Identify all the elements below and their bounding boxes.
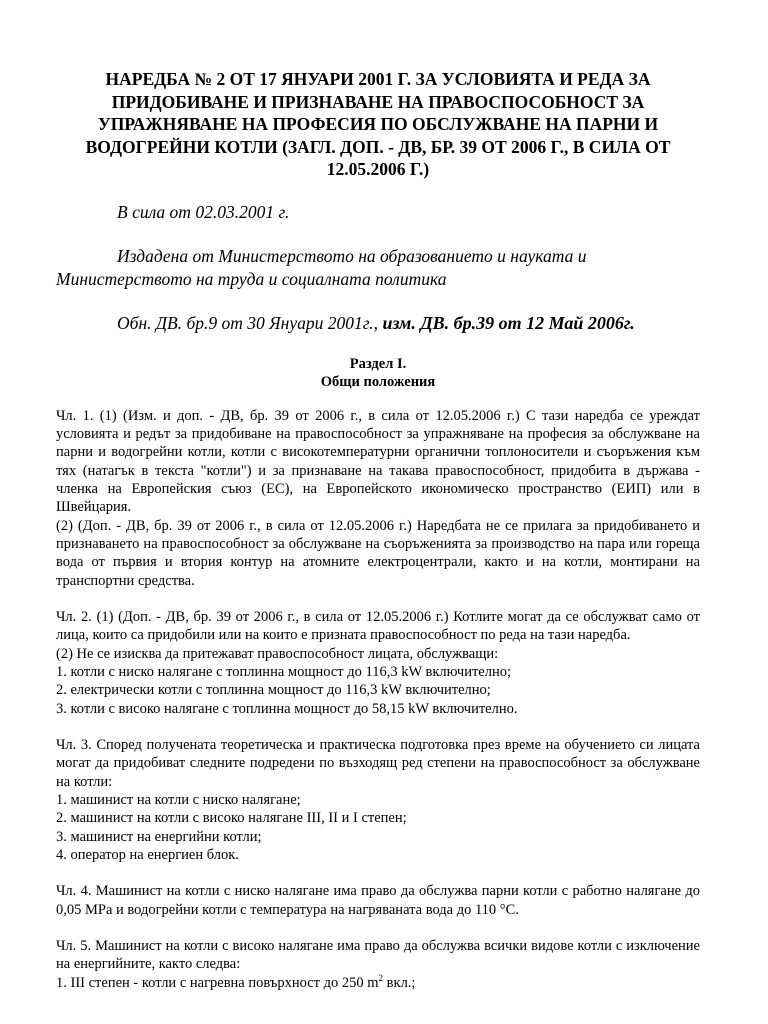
article-1 bbox=[56, 407, 700, 590]
promulgation-line bbox=[56, 312, 700, 335]
article-2-paragraph-2: (2) Не се изисква да притежават правоспособност лицата, обслужващи: bbox=[56, 645, 499, 662]
in-force-date: В сила от 02.03.2001 г. bbox=[117, 201, 290, 222]
article-2-item-2: 2. електрически котли с топлинна мощност до 116,3 kW включително; bbox=[56, 682, 491, 699]
section-heading bbox=[56, 355, 700, 391]
article-3-paragraph-1: Чл. 3. Според получената теоретическа и практическа подготовка през време на обучението си лицата могат да придобиват следните подредени по възходящ ред степени на правоспособност за обслужване на котли: bbox=[56, 737, 700, 790]
article-4 bbox=[56, 882, 700, 919]
document-body bbox=[56, 68, 700, 992]
article-4-paragraph-1: Чл. 4. Машинист на котли с ниско налягане има право да обслужва парни котли с работно налягане до 0,05 MPa и водогрейни котли с температура на нагряваната вода до 110 °С. bbox=[56, 883, 700, 918]
article-5-item-1-superscript: 2 bbox=[378, 972, 384, 983]
article-5-item-1 bbox=[56, 974, 700, 992]
issued-by: Издадена от Министерството на образованието и науката и Министерството на труда и социалната политика bbox=[56, 245, 587, 289]
article-3-item-1: 1. машинист на котли с ниско налягане; bbox=[56, 792, 301, 809]
article-2-item-3: 3. котли с високо налягане с топлинна мощност до 58,15 kW включително. bbox=[56, 700, 518, 717]
article-3 bbox=[56, 736, 700, 864]
article-5-paragraph-1: Чл. 5. Машинист на котли с високо налягане има право да обслужва всички видове котли с изключение на енергийните, както следва: bbox=[56, 938, 700, 973]
article-1-paragraph-1: Чл. 1. (1) (Изм. и доп. - ДВ, бр. 39 от 2006 г., в сила от 12.05.2006 г.) С тази наредба се уреждат условията и редът за придобиване на правоспособност за упражняване на професия за обслужване на парни и водогрейни котли, котли с високотемпературни органични топлоносители и съоръжения към тях (натагък в текста "котли") и за признаване на такава правоспособност, придобита в държава - членка на Европейския съюз (ЕС), на Европейското икономическо пространство (ЕИП) или в Швейцария. bbox=[56, 407, 700, 516]
article-2-item-1: 1. котли с ниско налягане с топлинна мощност до 116,3 kW включително; bbox=[56, 663, 512, 680]
article-3-item-3: 3. машинист на енергийни котли; bbox=[56, 828, 262, 845]
article-5 bbox=[56, 937, 700, 992]
article-2 bbox=[56, 608, 700, 718]
document-title: НАРЕДБА № 2 ОТ 17 ЯНУАРИ 2001 Г. ЗА УСЛОВИЯТА И РЕДА ЗА ПРИДОБИВАНЕ И ПРИЗНАВАНЕ НА ПРАВОСПОСОБНОСТ ЗА УПРАЖНЯВАНЕ НА ПРОФЕСИЯ ПО ОБСЛУЖВАНЕ НА ПАРНИ И ВОДОГРЕЙНИ КОТЛИ (ЗАГЛ. ДОП. - ДВ, БР. 39 ОТ 2006 Г., В СИЛА ОТ 12.05.2006 Г.) bbox=[85, 69, 671, 179]
article-5-item-1-end: вкл.; bbox=[383, 974, 416, 991]
promulgation-amended: изм. ДВ. бр.39 от 12 Май 2006г. bbox=[382, 312, 635, 333]
article-5-item-1-text: 1. III степен - котли с нагревна повърхност до 250 m bbox=[56, 974, 379, 991]
article-3-item-4: 4. оператор на енергиен блок. bbox=[56, 847, 239, 864]
article-3-item-2: 2. машинист на котли с високо налягане III, II и I степен; bbox=[56, 810, 407, 827]
article-1-paragraph-2: (2) (Доп. - ДВ, бр. 39 от 2006 г., в сила от 12.05.2006 г.) Наредбата не се прилага за придобиването и признаването на правоспособност за обслужване на съоръженията за производство на пара или гореща вода от първия и втория контур на атомните електроцентрали, както и на котли, монтирани на транспортни средства. bbox=[56, 517, 700, 589]
article-2-paragraph-1: Чл. 2. (1) (Доп. - ДВ, бр. 39 от 2006 г., в сила от 12.05.2006 г.) Котлите могат да се обслужват само от лица, които са придобили или на които е призната правоспособност по реда на тази наредба. bbox=[56, 608, 700, 644]
section-title: Общи положения bbox=[320, 373, 436, 390]
promulgation-text: Обн. ДВ. бр.9 от 30 Януари 2001г., bbox=[117, 312, 383, 333]
section-number: Раздел I. bbox=[349, 355, 407, 372]
